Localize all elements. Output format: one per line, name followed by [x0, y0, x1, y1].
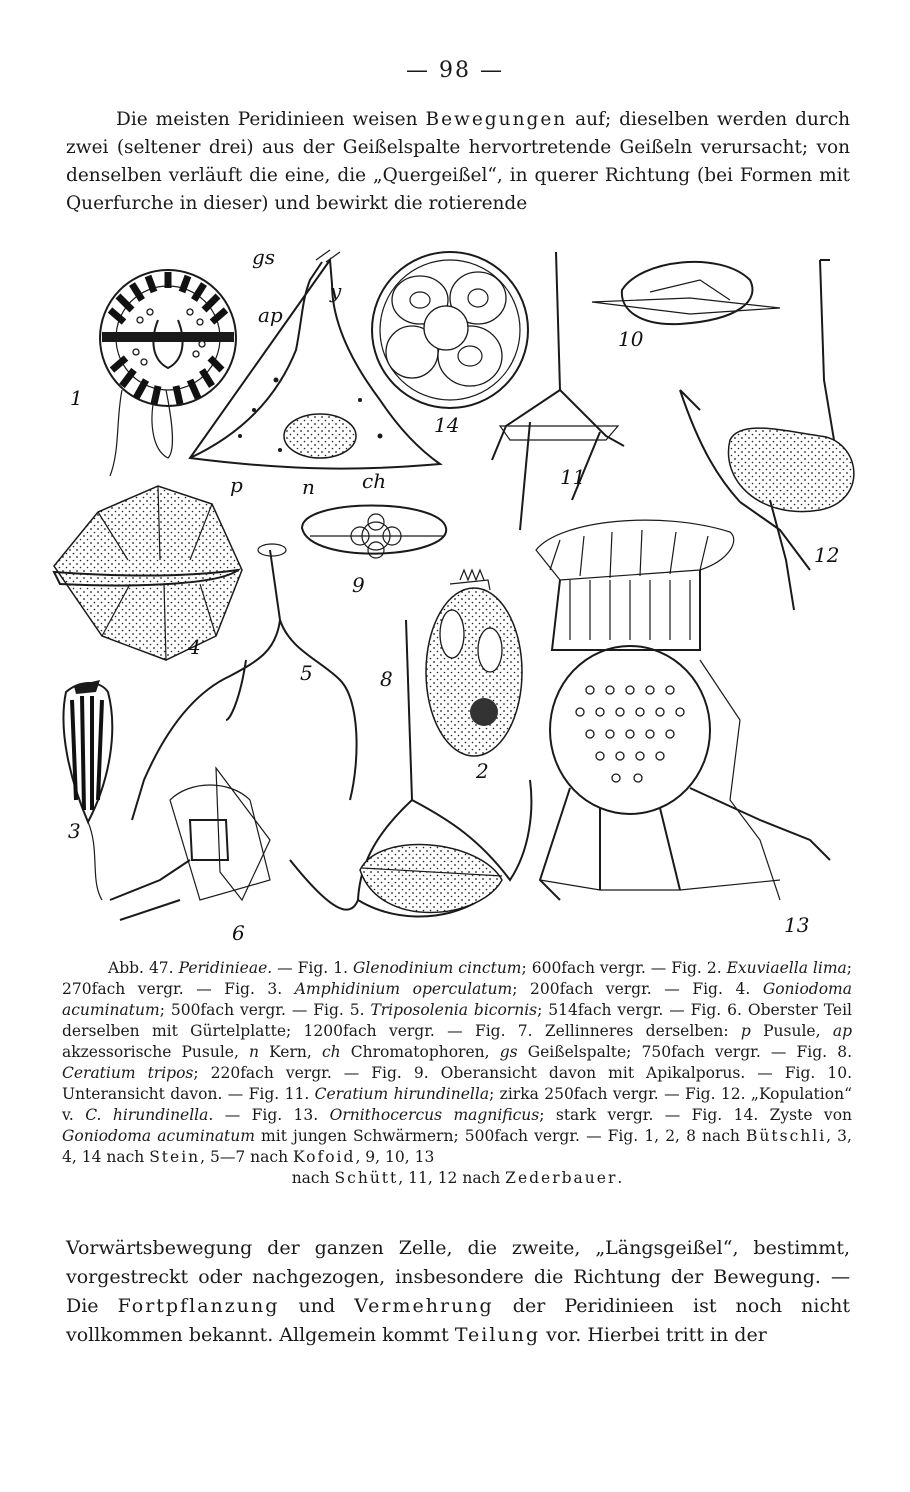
fig8-label: 8 — [380, 667, 393, 691]
caption-abbr: p — [740, 1022, 751, 1040]
caption-author: Stein — [149, 1148, 201, 1166]
caption-abbr: gs — [499, 1043, 518, 1061]
caption-text: Geißelspalte; 750fach vergr. — Fig. 8. — [517, 1043, 852, 1061]
caption-abbr: n — [249, 1043, 260, 1061]
caption-text: mit jungen Schwärmern; 500fach vergr. — Fig. 1, 2, 8 nach — [254, 1127, 747, 1145]
caption-author: Zederbauer — [505, 1169, 618, 1187]
fig13-dotted-body — [576, 686, 684, 782]
caption-author: Kofoid — [292, 1148, 356, 1166]
caption-text: — Fig. 1. — [272, 959, 353, 977]
fig4-goniodoma-drawing — [54, 486, 242, 660]
caption-text: . — [617, 1169, 623, 1187]
top-text-2: auf; dieselben werden durch zwei (seltener drei) aus der Geißelspalte hervortretende Geißeln verursacht; von denselben verläuft die eine, die „Quergeißel“, in querer Richtung (bei Formen mit Querfurche in dieser) und bewirkt die rotierende — [66, 109, 851, 214]
bottom-text-2: und — [279, 1295, 355, 1317]
fig10-underside-drawing — [592, 262, 780, 351]
fig11-ceratium-hirundinella-drawing — [492, 252, 624, 530]
fig13-ornithocercus-drawing — [536, 520, 830, 937]
plate-figure-peridinieae — [40, 240, 870, 960]
caption-text: Pusule, — [750, 1022, 833, 1040]
caption-text: ; 270fach vergr. — Fig. 3. — [62, 959, 853, 998]
label-y: y — [330, 279, 342, 303]
label-n: n — [302, 475, 315, 499]
fig3-amphidinium-drawing — [63, 680, 112, 900]
label-p: p — [230, 473, 243, 497]
spaced-word-vermehrung: Vermehrung — [354, 1295, 494, 1317]
caption-species: Ornithocercus magnificus — [329, 1106, 540, 1124]
caption-species: C. hirundinella — [85, 1106, 209, 1124]
caption-species: Ceratium hirundinella — [314, 1085, 490, 1103]
fig10-label: 10 — [618, 327, 644, 351]
bottom-text-4: vor. Hierbei tritt in der — [540, 1324, 767, 1346]
fig3-label: 3 — [68, 819, 81, 843]
caption-species: Ceratium tripos — [62, 1064, 194, 1082]
bottom-paragraph — [66, 1234, 850, 1350]
caption-text: Kern, — [259, 1043, 322, 1061]
caption-abbr: ap — [832, 1022, 852, 1040]
caption-species: Exuviaella lima — [726, 959, 847, 977]
caption-last-line — [62, 1168, 852, 1189]
fig11-label: 11 — [560, 465, 586, 489]
caption-abb: Abb. 47. — [108, 959, 179, 977]
label-ap: ap — [258, 303, 283, 327]
caption-text: Chromatophoren, — [340, 1043, 500, 1061]
caption-text: ; stark vergr. — Fig. 14. Zyste von — [539, 1106, 853, 1124]
caption-text: ; 600fach vergr. — Fig. 2. — [521, 959, 727, 977]
page-number: — 98 — — [406, 58, 504, 83]
caption-text: , 3, 4, 14 nach — [62, 1127, 852, 1166]
bottom-text-3: der Peridinieen ist noch nicht vollkommen bekannt. Allgemein kommt — [66, 1295, 851, 1346]
fig5-label: 5 — [300, 661, 313, 685]
fig2-label: 2 — [476, 759, 489, 783]
caption-text: ; 220fach vergr. — Fig. 9. Oberansicht davon mit Apikalporus. — Fig. 10. Unteransicht davon. — Fig. 11. — [62, 1064, 853, 1103]
caption-text: nach — [291, 1169, 335, 1187]
caption-text: ; zirka 250fach vergr. — Fig. 12. „Kopulation“ v. — [62, 1085, 852, 1124]
label-ch: ch — [362, 469, 387, 493]
fig13-label: 13 — [784, 913, 810, 937]
spaced-word-bewegungen: Bewegungen — [425, 109, 568, 130]
top-text-1: Die meisten Peridinieen weisen — [116, 109, 426, 130]
caption-species: Glenodinium cinctum — [352, 959, 522, 977]
fig9-label: 9 — [352, 573, 365, 597]
caption-text: , 11, 12 nach — [398, 1169, 506, 1187]
label-gs: gs — [252, 245, 276, 269]
caption-text: . — Fig. 13. — [208, 1106, 330, 1124]
caption-author: Schütt — [334, 1169, 399, 1187]
spaced-word-fortpflanzung: Fortpflanzung — [117, 1295, 280, 1317]
fig2-exuviaella-drawing — [426, 570, 522, 783]
spaced-word-teilung: Teilung — [454, 1324, 541, 1346]
fig4-label: 4 — [188, 635, 201, 659]
caption-species: Goniodoma acuminatum — [62, 980, 852, 1019]
fig1-label: 1 — [70, 386, 83, 410]
caption-species: Triposolenia bicornis — [370, 1001, 538, 1019]
top-paragraph — [66, 106, 850, 218]
caption-text: ; 200fach vergr. — Fig. 4. — [512, 980, 763, 998]
fig14-label: 14 — [434, 413, 460, 437]
caption-text: , 9, 10, 13 — [355, 1148, 435, 1166]
caption-text: ; 514fach vergr. — Fig. 6. Oberster Teil derselben mit Gürtelplatte; 1200fach vergr. — Fig. 7. Zellinneres derselben: — [62, 1001, 852, 1040]
caption-species: Amphidinium operculatum — [294, 980, 513, 998]
fig6-label: 6 — [232, 921, 245, 945]
bottom-text-1: Vorwärtsbewegung der ganzen Zelle, die zweite, „Längsgeißel“, bestimmt, vorgestreckt oder nachgezogen, insbesondere die Richtung der Bewegung. — Die — [66, 1237, 850, 1317]
caption-text: ; 500fach vergr. — Fig. 5. — [159, 1001, 371, 1019]
caption-title: Peridinieae. — [178, 959, 273, 977]
caption-species: Goniodoma acuminatum — [62, 1127, 255, 1145]
figure-caption — [62, 958, 852, 1189]
caption-author: Bütschli — [746, 1127, 827, 1145]
fig9-apical-view-drawing — [302, 506, 446, 598]
caption-abbr: ch — [321, 1043, 341, 1061]
caption-text: akzessorische Pusule, — [62, 1043, 250, 1061]
fig1-glenodinium-drawing — [70, 270, 236, 476]
fig12-label: 12 — [814, 543, 840, 567]
fig14-cyst-drawing — [372, 252, 528, 437]
fig6-girdle-plate-drawing — [110, 768, 270, 945]
caption-text: , 5—7 nach — [200, 1148, 293, 1166]
